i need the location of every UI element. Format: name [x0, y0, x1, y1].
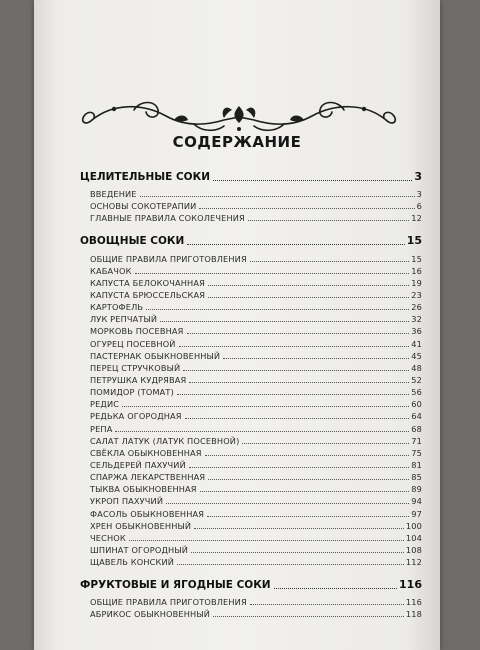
- dot-leader: [177, 564, 404, 565]
- entry-page-number: 116: [405, 597, 422, 608]
- entry-page-number: 12: [411, 213, 422, 224]
- entry-page-number: 100: [405, 520, 422, 531]
- entry-page-number: 64: [411, 411, 422, 422]
- entry-title: ПАСТЕРНАК ОБЫКНОВЕННЫЙ: [90, 350, 221, 361]
- toc-entry: [90, 276, 422, 288]
- toc-entry: [90, 288, 422, 300]
- entry-page-number: 45: [411, 350, 422, 361]
- entry-title: ТЫКВА ОБЫКНОВЕННАЯ: [90, 484, 197, 495]
- entry-page-number: 81: [411, 459, 422, 470]
- toc-entry: [90, 349, 422, 361]
- toc-entry: [90, 336, 422, 348]
- dot-leader: [187, 244, 404, 245]
- entry-page-number: 108: [405, 544, 422, 555]
- entry-title: СПАРЖА ЛЕКАРСТВЕННАЯ: [90, 472, 206, 483]
- toc-entry: [90, 300, 422, 312]
- entry-title: САЛАТ ЛАТУК (ЛАТУК ПОСЕВНОЙ): [90, 435, 240, 446]
- section-page-number: 3: [414, 170, 422, 183]
- toc-entry: [90, 385, 422, 397]
- dot-leader: [115, 431, 409, 432]
- toc-entry: [90, 187, 422, 199]
- section-page-number: 116: [399, 578, 422, 592]
- entry-page-number: 3: [416, 189, 422, 200]
- entry-page-number: 32: [411, 314, 422, 325]
- dot-leader: [160, 321, 409, 322]
- entry-page-number: 97: [411, 508, 422, 519]
- toc-entry: [90, 361, 422, 373]
- dot-leader: [194, 528, 404, 529]
- entry-page-number: 104: [405, 532, 422, 543]
- dot-leader: [183, 370, 409, 371]
- section-heading: [80, 169, 422, 183]
- dot-leader: [179, 346, 410, 347]
- entry-title: ЩАВЕЛЬ КОНСКИЙ: [90, 557, 175, 568]
- entry-page-number: 56: [411, 387, 422, 398]
- ornament-divider-icon: [74, 96, 404, 138]
- page-title: СОДЕРЖАНИЕ: [172, 133, 302, 151]
- toc-entry: [90, 373, 422, 385]
- dot-leader: [166, 503, 409, 504]
- entry-title: ФАСОЛЬ ОБЫКНОВЕННАЯ: [90, 508, 205, 519]
- entry-title: ХРЕН ОБЫКНОВЕННЫЙ: [90, 520, 192, 531]
- entry-page-number: 36: [411, 326, 422, 337]
- dot-leader: [205, 455, 410, 456]
- entry-title: ПЕРЕЦ СТРУЧКОВЫЙ: [90, 362, 181, 373]
- entry-page-number: 85: [411, 472, 422, 483]
- dot-leader: [199, 208, 414, 209]
- dot-leader: [208, 479, 409, 480]
- entry-title: КАПУСТА БЕЛОКОЧАННАЯ: [90, 277, 205, 288]
- section-heading: [80, 577, 422, 591]
- toc-entry: [90, 446, 422, 458]
- toc-entry: [90, 543, 422, 555]
- entry-title: СВЁКЛА ОБЫКНОВЕННАЯ: [90, 447, 202, 458]
- entry-page-number: 6: [416, 201, 422, 212]
- dot-leader: [129, 540, 404, 541]
- entry-title: ПОМИДОР (ТОМАТ): [90, 387, 174, 398]
- toc-entry: [90, 397, 422, 409]
- toc-section: [80, 577, 422, 619]
- toc-section: [80, 169, 422, 223]
- entry-title: КАБАЧОК: [90, 265, 132, 276]
- toc-entry: [90, 251, 422, 263]
- toc-section: [80, 233, 422, 567]
- entry-page-number: 15: [411, 253, 422, 264]
- dot-leader: [185, 418, 410, 419]
- entry-page-number: 75: [411, 447, 422, 458]
- toc-entry: [90, 211, 422, 223]
- entry-page-number: 48: [411, 362, 422, 373]
- entry-title: РЕДЬКА ОГОРОДНАЯ: [90, 411, 182, 422]
- dot-leader: [140, 196, 415, 197]
- toc-entry: [90, 409, 422, 421]
- entry-title: ОГУРЕЦ ПОСЕВНОЙ: [90, 338, 176, 349]
- dot-leader: [250, 261, 409, 262]
- entry-title: КАПУСТА БРЮССЕЛЬСКАЯ: [90, 289, 206, 300]
- dot-leader: [189, 382, 409, 383]
- toc-entry: [90, 607, 422, 619]
- toc-entry: [90, 264, 422, 276]
- entry-title: ОБЩИЕ ПРАВИЛА ПРИГОТОВЛЕНИЯ: [90, 253, 247, 264]
- book-page: [34, 0, 440, 650]
- dot-leader: [223, 358, 409, 359]
- toc-entry: [90, 199, 422, 211]
- entry-title: АБРИКОС ОБЫКНОВЕННЫЙ: [90, 609, 211, 620]
- table-of-contents: [80, 169, 422, 629]
- toc-entry: [90, 458, 422, 470]
- section-title: ОВОЩНЫЕ СОКИ: [80, 235, 185, 248]
- entry-page-number: 41: [411, 338, 422, 349]
- dot-leader: [135, 273, 410, 274]
- entry-title: УКРОП ПАХУЧИЙ: [90, 496, 164, 507]
- dot-leader: [189, 467, 409, 468]
- dot-leader: [207, 516, 409, 517]
- entry-title: ШПИНАТ ОГОРОДНЫЙ: [90, 544, 188, 555]
- toc-entry: [90, 555, 422, 567]
- entry-page-number: 23: [411, 289, 422, 300]
- dot-leader: [200, 491, 410, 492]
- dot-leader: [213, 180, 412, 181]
- section-title: ФРУКТОВЫЕ И ЯГОДНЫЕ СОКИ: [80, 579, 271, 592]
- entry-title: ОСНОВЫ СОКОТЕРАПИИ: [90, 201, 197, 212]
- dot-leader: [213, 616, 404, 617]
- entry-title: КАРТОФЕЛЬ: [90, 302, 144, 313]
- dot-leader: [248, 220, 409, 221]
- entry-page-number: 68: [411, 423, 422, 434]
- toc-entry: [90, 421, 422, 433]
- entry-title: РЕПА: [90, 423, 113, 434]
- dot-leader: [187, 333, 410, 334]
- entry-page-number: 89: [411, 484, 422, 495]
- entry-page-number: 118: [405, 609, 422, 620]
- section-title: ЦЕЛИТЕЛЬНЫЕ СОКИ: [80, 171, 210, 183]
- entry-page-number: 94: [411, 496, 422, 507]
- entry-page-number: 19: [411, 277, 422, 288]
- entry-page-number: 71: [411, 435, 422, 446]
- dot-leader: [250, 604, 404, 605]
- entry-title: ГЛАВНЫЕ ПРАВИЛА СОКОЛЕЧЕНИЯ: [90, 213, 245, 224]
- toc-entry: [90, 494, 422, 506]
- entry-title: СЕЛЬДЕРЕЙ ПАХУЧИЙ: [90, 459, 186, 470]
- toc-entry: [90, 531, 422, 543]
- toc-entry: [90, 324, 422, 336]
- toc-entry: [90, 312, 422, 324]
- dot-leader: [191, 552, 404, 553]
- toc-entry: [90, 506, 422, 518]
- toc-entry: [90, 482, 422, 494]
- entry-title: МОРКОВЬ ПОСЕВНАЯ: [90, 326, 184, 337]
- entry-page-number: 26: [411, 302, 422, 313]
- dot-leader: [208, 285, 409, 286]
- dot-leader: [177, 394, 409, 395]
- toc-entry: [90, 434, 422, 446]
- section-page-number: 15: [406, 234, 422, 248]
- dot-leader: [208, 297, 409, 298]
- entry-page-number: 16: [411, 265, 422, 276]
- section-heading: [80, 233, 422, 247]
- dot-leader: [122, 406, 409, 407]
- entry-title: ЛУК РЕПЧАТЫЙ: [90, 314, 158, 325]
- entry-page-number: 112: [405, 557, 422, 568]
- entry-page-number: 60: [411, 399, 422, 410]
- dot-leader: [146, 309, 409, 310]
- entry-title: ЧЕСНОК: [90, 532, 126, 543]
- toc-entry: [90, 519, 422, 531]
- dot-leader: [242, 443, 409, 444]
- dot-leader: [274, 588, 397, 589]
- entry-title: РЕДИС: [90, 399, 120, 410]
- entry-title: ВВЕДЕНИЕ: [90, 189, 137, 200]
- toc-entry: [90, 470, 422, 482]
- entry-title: ПЕТРУШКА КУДРЯВАЯ: [90, 374, 187, 385]
- toc-entry: [90, 595, 422, 607]
- entry-title: ОБЩИЕ ПРАВИЛА ПРИГОТОВЛЕНИЯ: [90, 597, 247, 608]
- entry-page-number: 52: [411, 374, 422, 385]
